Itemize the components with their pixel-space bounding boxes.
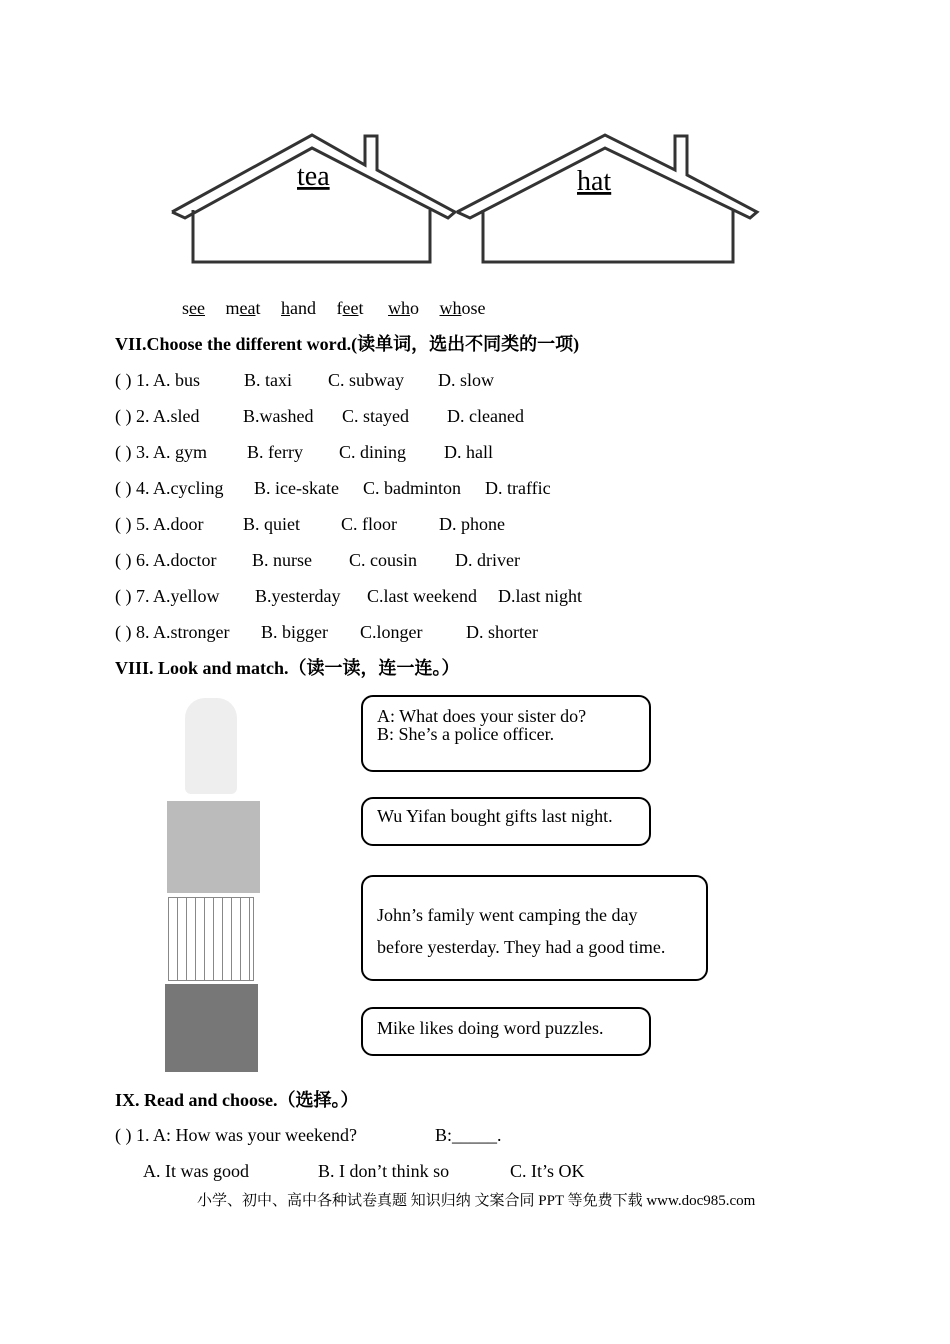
choice-7-a: ( ) 7. A.yellow — [115, 586, 220, 606]
choice-3-c: C. dining — [339, 442, 407, 462]
box-text: Mike likes doing word puzzles. — [377, 1018, 604, 1038]
crossword-image — [168, 897, 254, 981]
match-box-3 — [361, 875, 708, 981]
houses-illustration — [165, 130, 765, 270]
section-9-title: IX. Read and choose.（选择。） — [115, 1090, 359, 1110]
option-c: C. It’s OK — [510, 1161, 585, 1181]
choice-1-d: D. slow — [438, 370, 495, 390]
option-b: B. I don’t think so — [318, 1161, 450, 1181]
choice-2-d: D. cleaned — [447, 406, 524, 426]
boy-gifts-image — [167, 801, 260, 893]
box-text: Wu Yifan bought gifts last night. — [377, 806, 613, 826]
choice-4-b: B. ice-skate — [254, 478, 339, 498]
choice-6-b: B. nurse — [252, 550, 312, 570]
choice-2-a: ( ) 2. A.sled — [115, 406, 200, 426]
choice-8-a: ( ) 8. A.stronger — [115, 622, 230, 642]
choice-7-b: B.yesterday — [255, 586, 341, 606]
option-a: A. It was good — [143, 1161, 249, 1181]
house-word-tea: tea — [297, 161, 330, 192]
choice-4-d: D. traffic — [485, 478, 551, 498]
choice-8-b: B. bigger — [261, 622, 328, 642]
word: hand — [281, 298, 317, 318]
choice-4-c: C. badminton — [363, 478, 461, 498]
choice-3-d: D. hall — [444, 442, 493, 462]
choice-8-c: C.longer — [360, 622, 423, 642]
answer-blank: B:_____. — [435, 1125, 502, 1145]
box-text: A: What does your sister do? — [377, 706, 587, 726]
choice-8-d: D. shorter — [466, 622, 538, 642]
section-8-title: VIII. Look and match.（读一读，连一连。） — [115, 658, 460, 678]
choice-7-c: C.last weekend — [367, 586, 477, 606]
match-box-2 — [361, 797, 651, 846]
box-text: B: She’s a police officer. — [377, 724, 555, 744]
camping-image — [165, 984, 258, 1072]
choice-3-a: ( ) 3. A. gym — [115, 442, 207, 462]
word: see — [182, 298, 205, 318]
word: meat — [225, 298, 261, 318]
word: who — [388, 298, 420, 318]
word-bank — [182, 297, 486, 319]
choice-5-c: C. floor — [341, 514, 397, 534]
choice-3-b: B. ferry — [247, 442, 303, 462]
choice-7-d: D.last night — [498, 586, 582, 606]
choice-6-d: D. driver — [455, 550, 520, 570]
word: whose — [439, 298, 486, 318]
choice-6-c: C. cousin — [349, 550, 418, 570]
box-text: before yesterday. They had a good time. — [377, 937, 666, 957]
choice-5-b: B. quiet — [243, 514, 300, 534]
word: feet — [336, 298, 364, 318]
choice-5-d: D. phone — [439, 514, 505, 534]
section-7-title: VII.Choose the different word.(读单词，选出不同类的一项) — [115, 334, 580, 354]
choice-6-a: ( ) 6. A.doctor — [115, 550, 217, 570]
question-text: ( ) 1. A: How was your weekend? — [115, 1125, 357, 1145]
choice-1-b: B. taxi — [244, 370, 292, 390]
choice-1-a: ( ) 1. A. bus — [115, 370, 200, 390]
box-text: John’s family went camping the day — [377, 905, 638, 925]
match-box-1 — [361, 695, 651, 772]
match-box-4 — [361, 1007, 651, 1056]
choice-1-c: C. subway — [328, 370, 404, 390]
choice-5-a: ( ) 5. A.door — [115, 514, 204, 534]
footer-text: 小学、初中、高中各种试卷真题 知识归纳 文案合同 PPT 等免费下载 www.doc985.com — [197, 1193, 756, 1209]
choice-4-a: ( ) 4. A.cycling — [115, 478, 224, 498]
choice-2-b: B.washed — [243, 406, 314, 426]
choice-2-c: C. stayed — [342, 406, 409, 426]
police-officer-image — [185, 698, 237, 794]
house-word-hat: hat — [577, 166, 612, 197]
